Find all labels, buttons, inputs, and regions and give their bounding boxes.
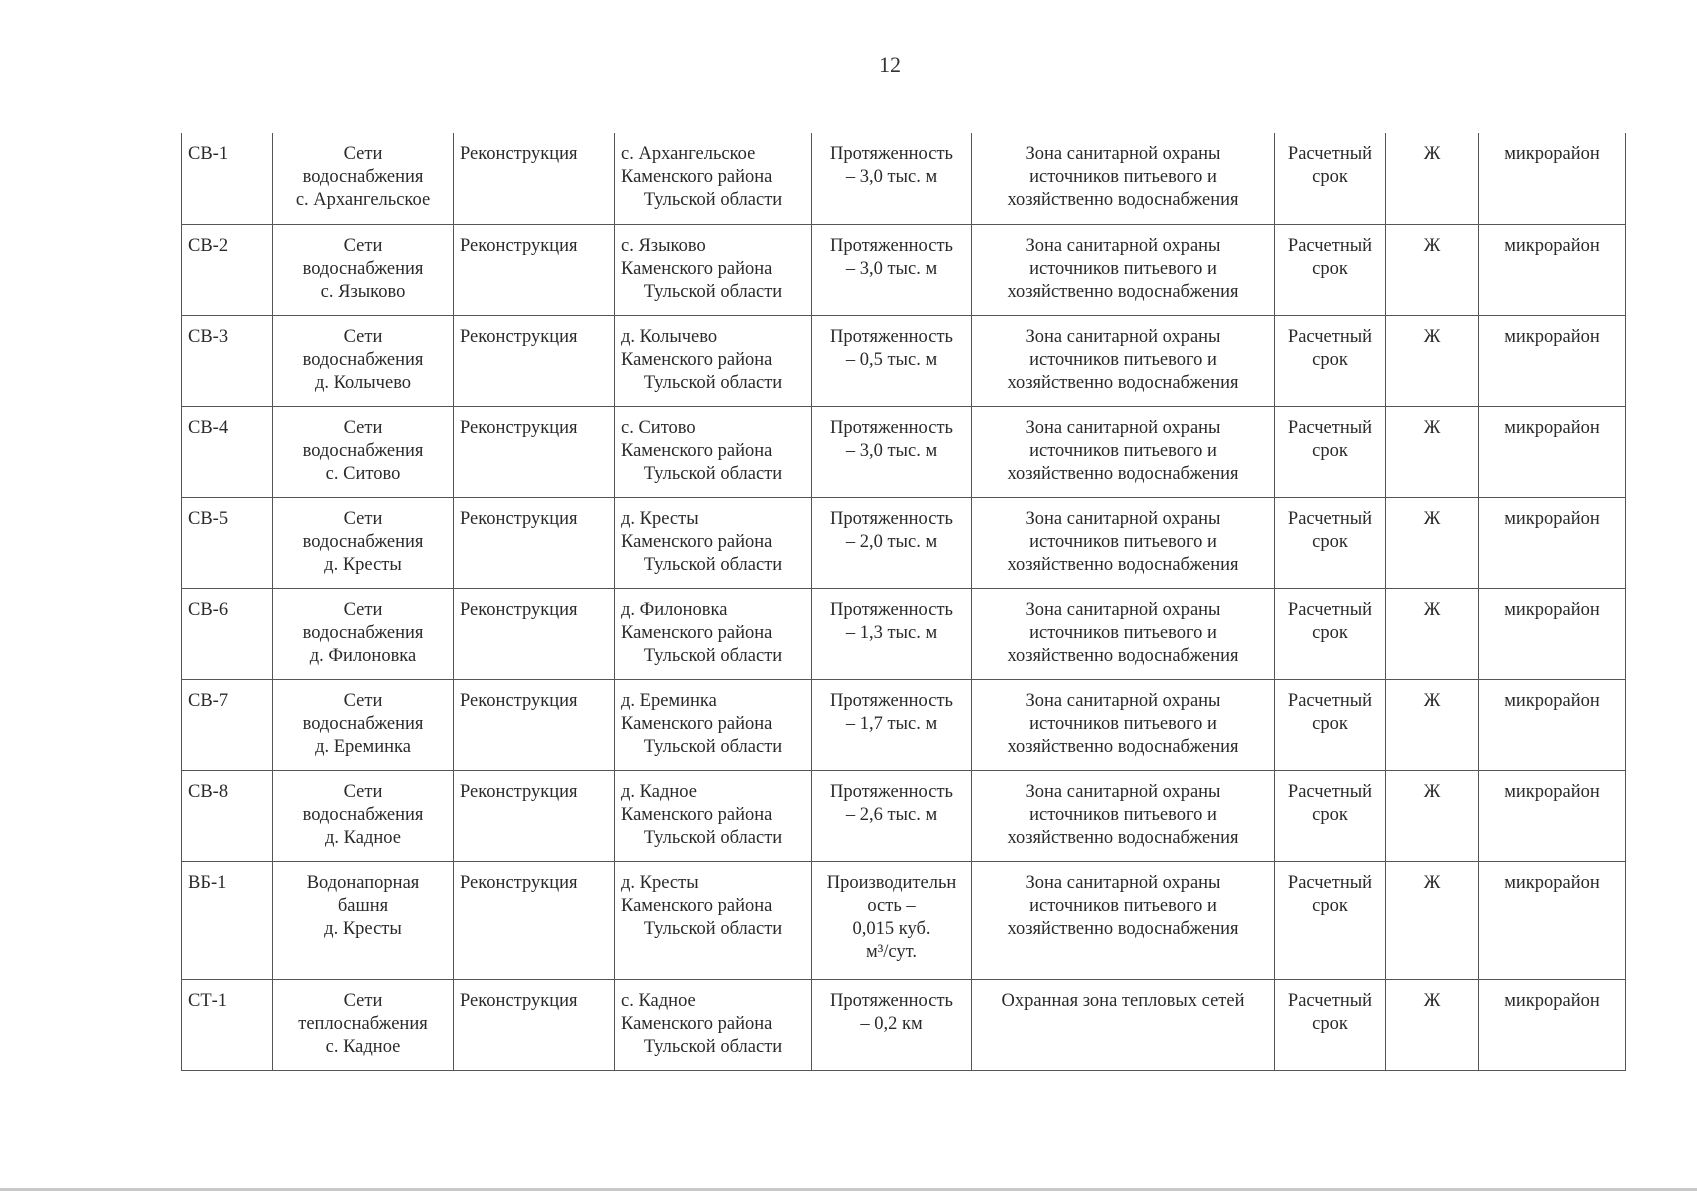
- object-code-cell: СВ-4: [182, 406, 273, 497]
- location-place: д. Колычево: [621, 326, 718, 347]
- significance-cell: микрорайон: [1479, 588, 1626, 679]
- term-cell: Расчетный срок: [1275, 315, 1386, 406]
- term-cell: Расчетный срок: [1275, 497, 1386, 588]
- significance-cell: микрорайон: [1479, 861, 1626, 979]
- object-code-cell: СВ-1: [182, 133, 273, 224]
- table-row: [182, 861, 1626, 979]
- status-cell: Ж: [1386, 861, 1479, 979]
- location-cell: [615, 679, 812, 770]
- term-cell: Расчетный срок: [1275, 588, 1386, 679]
- table-row: [182, 406, 1626, 497]
- status-cell: Ж: [1386, 979, 1479, 1070]
- object-code-cell: СВ-6: [182, 588, 273, 679]
- object-name-cell: Сети водоснабжения с. Архангельское: [273, 133, 454, 224]
- work-type-cell: Реконструкция: [454, 497, 615, 588]
- location-oblast: Тульской области: [643, 281, 783, 302]
- status-cell: Ж: [1386, 679, 1479, 770]
- object-name-cell: Водонапорная башня д. Кресты: [273, 861, 454, 979]
- location-place: д. Кадное: [621, 781, 697, 802]
- characteristic-cell: Протяженность – 1,7 тыс. м: [812, 679, 972, 770]
- object-name-cell: Сети водоснабжения д. Колычево: [273, 315, 454, 406]
- protection-zone-cell: Зона санитарной охраны источников питьевого и хозяйственно водоснабжения: [972, 770, 1275, 861]
- location-oblast: Тульской области: [643, 827, 783, 848]
- table-row: [182, 770, 1626, 861]
- location-region: Каменского района: [621, 349, 773, 370]
- location-oblast: Тульской области: [643, 645, 783, 666]
- location-cell: [615, 224, 812, 315]
- term-cell: Расчетный срок: [1275, 861, 1386, 979]
- object-code-cell: ВБ-1: [182, 861, 273, 979]
- term-cell: Расчетный срок: [1275, 770, 1386, 861]
- table-row: [182, 588, 1626, 679]
- status-cell: Ж: [1386, 497, 1479, 588]
- term-cell: Расчетный срок: [1275, 133, 1386, 224]
- location-place: д. Ереминка: [621, 690, 717, 711]
- location-cell: [615, 133, 812, 224]
- protection-zone-cell: Зона санитарной охраны источников питьевого и хозяйственно водоснабжения: [972, 588, 1275, 679]
- location-place: д. Кресты: [621, 872, 699, 893]
- status-cell: Ж: [1386, 406, 1479, 497]
- location-place: д. Филоновка: [621, 599, 728, 620]
- location-oblast: Тульской области: [643, 463, 783, 484]
- significance-cell: микрорайон: [1479, 979, 1626, 1070]
- location-cell: [615, 497, 812, 588]
- location-cell: [615, 861, 812, 979]
- characteristic-cell: Протяженность – 1,3 тыс. м: [812, 588, 972, 679]
- status-cell: Ж: [1386, 770, 1479, 861]
- term-cell: Расчетный срок: [1275, 406, 1386, 497]
- location-cell: [615, 979, 812, 1070]
- location-region: Каменского района: [621, 258, 773, 279]
- location-region: Каменского района: [621, 622, 773, 643]
- location-place: с. Языково: [621, 235, 706, 256]
- objects-table: [181, 133, 1626, 1071]
- work-type-cell: Реконструкция: [454, 315, 615, 406]
- object-code-cell: СВ-2: [182, 224, 273, 315]
- location-oblast: Тульской области: [643, 1036, 783, 1057]
- object-code-cell: СВ-3: [182, 315, 273, 406]
- characteristic-cell: Протяженность – 0,2 км: [812, 979, 972, 1070]
- protection-zone-cell: Зона санитарной охраны источников питьевого и хозяйственно водоснабжения: [972, 861, 1275, 979]
- characteristic-cell: Производительн ость – 0,015 куб. м³/сут.: [812, 861, 972, 979]
- protection-zone-cell: Охранная зона тепловых сетей: [972, 979, 1275, 1070]
- protection-zone-cell: Зона санитарной охраны источников питьевого и хозяйственно водоснабжения: [972, 679, 1275, 770]
- table-row: [182, 224, 1626, 315]
- protection-zone-cell: Зона санитарной охраны источников питьевого и хозяйственно водоснабжения: [972, 406, 1275, 497]
- object-name-cell: Сети водоснабжения с. Языково: [273, 224, 454, 315]
- location-oblast: Тульской области: [643, 372, 783, 393]
- location-place: с. Кадное: [621, 990, 696, 1011]
- table-row: [182, 679, 1626, 770]
- work-type-cell: Реконструкция: [454, 406, 615, 497]
- location-cell: [615, 770, 812, 861]
- location-oblast: Тульской области: [643, 190, 783, 210]
- significance-cell: микрорайон: [1479, 315, 1626, 406]
- location-cell: [615, 315, 812, 406]
- protection-zone-cell: Зона санитарной охраны источников питьевого и хозяйственно водоснабжения: [972, 224, 1275, 315]
- location-region: Каменского района: [621, 440, 773, 461]
- work-type-cell: Реконструкция: [454, 224, 615, 315]
- object-code-cell: СВ-5: [182, 497, 273, 588]
- page-number: 12: [879, 52, 901, 77]
- status-cell: Ж: [1386, 588, 1479, 679]
- characteristic-cell: Протяженность – 2,6 тыс. м: [812, 770, 972, 861]
- status-cell: Ж: [1386, 133, 1479, 224]
- work-type-cell: Реконструкция: [454, 861, 615, 979]
- work-type-cell: Реконструкция: [454, 588, 615, 679]
- significance-cell: микрорайон: [1479, 770, 1626, 861]
- term-cell: Расчетный срок: [1275, 679, 1386, 770]
- location-place: с. Ситово: [621, 417, 696, 438]
- object-code-cell: СВ-7: [182, 679, 273, 770]
- location-region: Каменского района: [621, 531, 773, 552]
- object-name-cell: Сети водоснабжения с. Ситово: [273, 406, 454, 497]
- significance-cell: микрорайон: [1479, 679, 1626, 770]
- table-row: [182, 133, 1626, 224]
- object-name-cell: Сети водоснабжения д. Кадное: [273, 770, 454, 861]
- work-type-cell: Реконструкция: [454, 679, 615, 770]
- significance-cell: микрорайон: [1479, 224, 1626, 315]
- characteristic-cell: Протяженность – 3,0 тыс. м: [812, 224, 972, 315]
- location-oblast: Тульской области: [643, 736, 783, 757]
- status-cell: Ж: [1386, 315, 1479, 406]
- significance-cell: микрорайон: [1479, 497, 1626, 588]
- location-region: Каменского района: [621, 713, 773, 734]
- location-place: д. Кресты: [621, 508, 699, 529]
- location-cell: [615, 406, 812, 497]
- characteristic-cell: Протяженность – 3,0 тыс. м: [812, 133, 972, 224]
- table-row: [182, 315, 1626, 406]
- term-cell: Расчетный срок: [1275, 979, 1386, 1070]
- table-row: [182, 979, 1626, 1070]
- table-row: [182, 497, 1626, 588]
- protection-zone-cell: Зона санитарной охраны источников питьевого и хозяйственно водоснабжения: [972, 315, 1275, 406]
- object-code-cell: СВ-8: [182, 770, 273, 861]
- location-region: Каменского района: [621, 895, 773, 916]
- scan-edge-line: [0, 1188, 1697, 1191]
- object-code-cell: СТ-1: [182, 979, 273, 1070]
- location-region: Каменского района: [621, 804, 773, 825]
- work-type-cell: Реконструкция: [454, 979, 615, 1070]
- object-name-cell: Сети водоснабжения д. Кресты: [273, 497, 454, 588]
- significance-cell: микрорайон: [1479, 133, 1626, 224]
- location-cell: [615, 588, 812, 679]
- significance-cell: микрорайон: [1479, 406, 1626, 497]
- term-cell: Расчетный срок: [1275, 224, 1386, 315]
- location-place: с. Архангельское: [621, 144, 756, 164]
- table-body: [182, 133, 1626, 1070]
- object-name-cell: Сети водоснабжения д. Ереминка: [273, 679, 454, 770]
- status-cell: Ж: [1386, 224, 1479, 315]
- location-oblast: Тульской области: [643, 554, 783, 575]
- work-type-cell: Реконструкция: [454, 133, 615, 224]
- location-region: Каменского района: [621, 167, 773, 187]
- protection-zone-cell: Зона санитарной охраны источников питьевого и хозяйственно водоснабжения: [972, 497, 1275, 588]
- object-name-cell: Сети водоснабжения д. Филоновка: [273, 588, 454, 679]
- characteristic-cell: Протяженность – 0,5 тыс. м: [812, 315, 972, 406]
- location-oblast: Тульской области: [643, 918, 783, 939]
- protection-zone-cell: Зона санитарной охраны источников питьевого и хозяйственно водоснабжения: [972, 133, 1275, 224]
- characteristic-cell: Протяженность – 2,0 тыс. м: [812, 497, 972, 588]
- work-type-cell: Реконструкция: [454, 770, 615, 861]
- location-region: Каменского района: [621, 1013, 773, 1034]
- characteristic-cell: Протяженность – 3,0 тыс. м: [812, 406, 972, 497]
- object-name-cell: Сети теплоснабжения с. Кадное: [273, 979, 454, 1070]
